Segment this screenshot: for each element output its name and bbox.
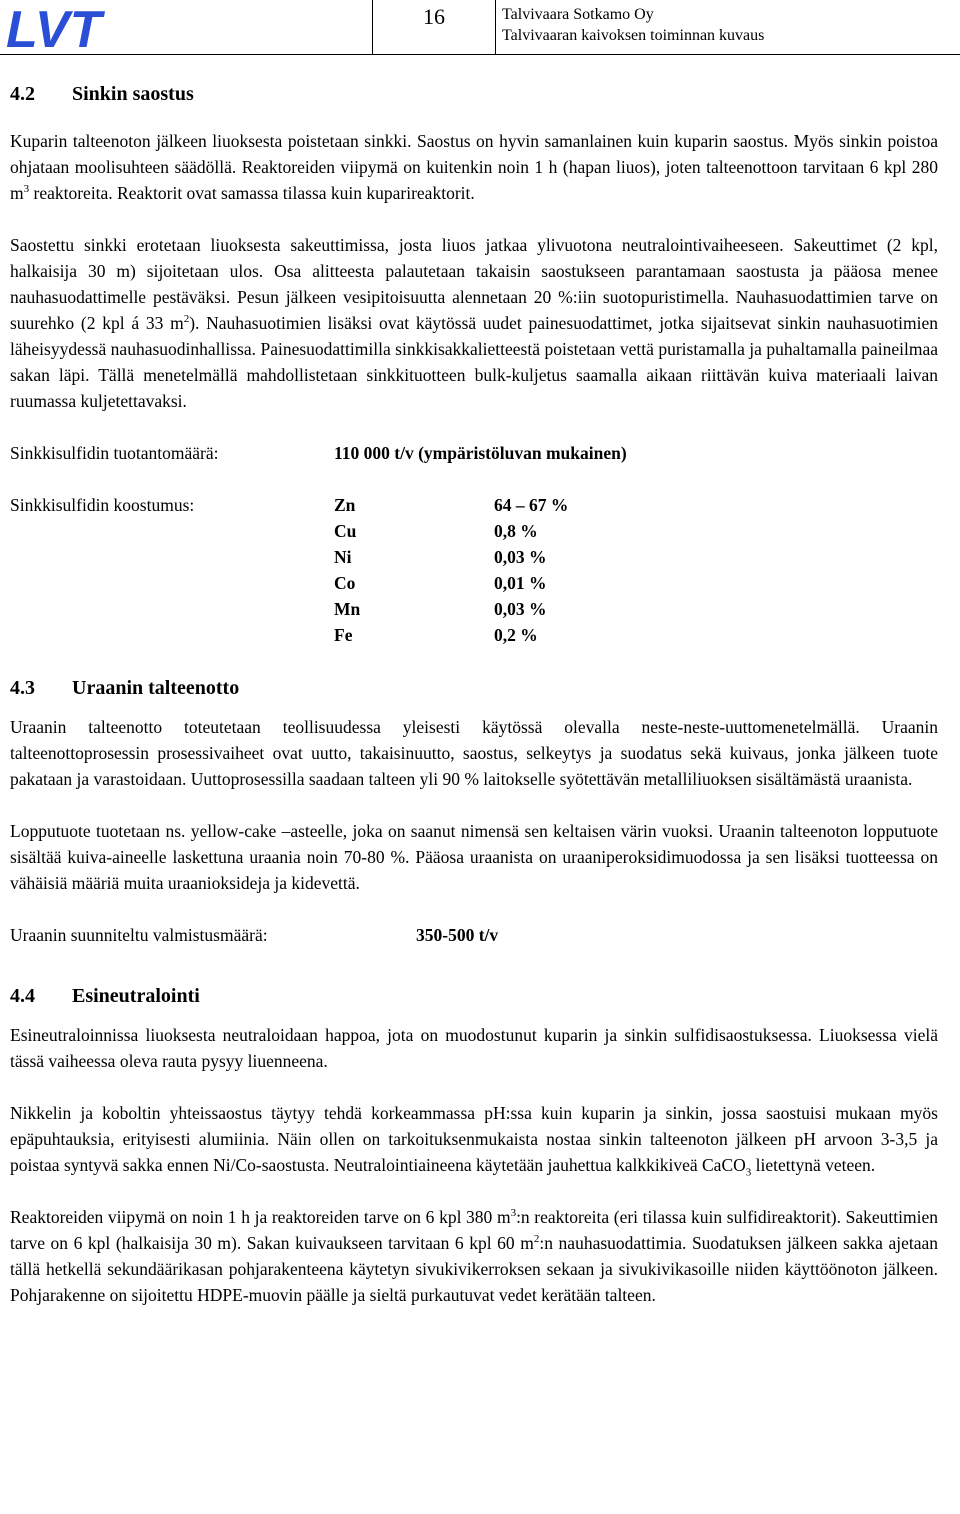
- header-divider: [0, 54, 960, 55]
- section-heading-4-3: [10, 674, 938, 702]
- composition-table: [10, 492, 938, 648]
- svg-text:LVT: LVT: [6, 2, 102, 52]
- header-info: [502, 4, 764, 46]
- composition-row: Co 0,01 %: [334, 573, 547, 593]
- composition-row: Mn 0,03 %: [334, 599, 547, 619]
- section-heading-4-2: [10, 80, 938, 108]
- production-label: Sinkkisulfidin tuotantomäärä:: [10, 443, 219, 463]
- section-title: Uraanin talteenotto: [72, 677, 240, 699]
- company-name: Talvivaara Sotkamo Oy: [502, 6, 654, 23]
- production-label: Uraanin suunniteltu valmistusmäärä:: [10, 925, 268, 945]
- composition-row: Cu 0,8 %: [334, 521, 538, 541]
- composition-row: Fe 0,2 %: [334, 625, 538, 645]
- production-value: 350-500 t/v: [416, 925, 499, 945]
- paragraph: Lopputuote tuotetaan ns. yellow-cake –asteelle, joka on saanut nimensä sen keltaisen värin vuoksi. Uraanin talteenoton lopputuote sisältää kuiva-aineelle laskettuna uraania noin 70-80 %. Pääosa uraanista on uraaniperoksidimuodossa ja sen lisäksi tuotteessa on vähäisiä määriä muita uraanioksideja ja kidevettä.: [10, 821, 938, 893]
- composition-label: Sinkkisulfidin koostumus:: [10, 495, 195, 515]
- section-number: 4.3: [10, 677, 35, 699]
- paragraph: Nikkelin ja koboltin yhteissaostus täytyy tehdä korkeammassa pH:ssa kuin kuparin ja sinkin, jossa saostuisi mukaan myös epäpuhtauksia, erityisesti alumiinia. Näin ollen on tarkoituksenmukaista nostaa sinkin talteenoton jälkeen pH arvoon 3-3,5 ja poistaa syntyvä sakka ennen Ni/Co-saostusta. Neutralointiaineena käytetään jauhettua kalkkikiveä CaCO$_3$ lietettynä veteen.: [10, 1103, 938, 1179]
- page-number: 16: [372, 0, 496, 54]
- paragraph: Kuparin talteenoton jälkeen liuoksesta poistetaan sinkki. Saostus on hyvin samanlainen kuin kuparin saostus. Myös sinkin poistoa ohjataan moolisuhteen säädöllä. Reaktoreiden viipymä on kuitenkin noin 1 h (hapan liuos), joten talteenottoon tarvitaan 6 kpl 280 $m^3$ reaktoreita. Reaktorit ovat samassa tilassa kuin kuparireaktorit.: [10, 131, 938, 203]
- composition-row: Zn 64 – 67 %: [334, 495, 569, 515]
- composition-row: Ni 0,03 %: [334, 547, 547, 567]
- paragraph: Reaktoreiden viipymä on noin 1 h ja reaktoreiden tarve on 6 kpl 380 $m^3:n$ reaktoreita (eri tilassa kuin sulfidireaktorit). Sakeuttimien tarve on 6 kpl (halkaisija 30 m). Sakan kuivaukseen tarvitaan 6 kpl 60 $m^2:n$ nauhasuodattimia. Suodatuksen jälkeen sakka ajetaan tällä hetkellä sekundäärikasan pohjarakenteena käytetyn sivukivikerroksen sekaan ja sivukivikasoille niiden käyttöönoton jälkeen. Pohjarakenne on sijoitettu HDPE-muovin päälle ja sieltä purkautuvat vedet kerätään talteen.: [10, 1207, 938, 1305]
- paragraph: Uraanin talteenotto toteutetaan teollisuudessa yleisesti käytössä olevalla neste-neste-uuttomenetelmällä. Uraanin talteenottoprosessin prosessivaiheet ovat uutto, takaisinuutto, saostus, selkeytys ja suodatus sekä kuivaus, jonka jälkeen tuote pakataan ja varastoidaan. Uuttoprosessilla saadaan talteen yli 90 % laitokselle syötettävän metalliliuoksen sisältämästä uraanista.: [10, 717, 938, 789]
- section-title: Esineutralointi: [72, 985, 200, 1007]
- section-heading-4-4: [10, 982, 938, 1010]
- paragraph: Esineutraloinnissa liuoksesta neutraloidaan happoa, jota on muodostunut kuparin ja sinkin sulfidisaostuksessa. Liuoksessa vielä tässä vaiheessa oleva rauta pysyy liuenneena.: [10, 1025, 938, 1071]
- zinc-production-row: [10, 440, 938, 466]
- production-value: 110 000 t/v (ympäristöluvan mukainen): [334, 443, 627, 463]
- section-title: Sinkin saostus: [72, 83, 194, 105]
- page-header: [0, 0, 960, 56]
- paragraph: Saostettu sinkki erotetaan liuoksesta sakeuttimissa, josta liuos jatkaa ylivuotona neutralointivaiheeseen. Sakeuttimet (2 kpl, halkaisija 30 m) sijoitetaan ulos. Osa alitteesta palautetaan takaisin saostukseen parantamaan saostusta ja pääosa menee nauhasuodattimelle pestäväksi. Pesun jälkeen vesipitoisuutta alennetaan 20 %:iin suotopuristimella. Nauhasuodattimien tarve on suurehko (2 kpl á 33 $m^2$). Nauhasuotimien lisäksi ovat käytössä uudet painesuodattimet, jotka sijaitsevat sinkin nauhasuotimien läheisyydessä nauhasuodinhallissa. Painesuodattimilla sinkkisakkalietteestä poistetaan vettä puristamalla ja puhaltamalla paineilmaa sakan läpi. Tällä menetelmällä mahdollistetaan sinkkituotteen bulk-kuljetus saamalla aikaan riittävän kuiva materiaali laivan ruumassa kuljetettavaksi.: [10, 235, 938, 411]
- lvt-logo: [4, 2, 130, 52]
- uranium-production-row: [10, 922, 938, 948]
- document-body: [10, 80, 938, 1308]
- section-number: 4.4: [10, 985, 35, 1007]
- section-number: 4.2: [10, 83, 35, 105]
- document-title: Talvivaaran kaivoksen toiminnan kuvaus: [502, 27, 765, 44]
